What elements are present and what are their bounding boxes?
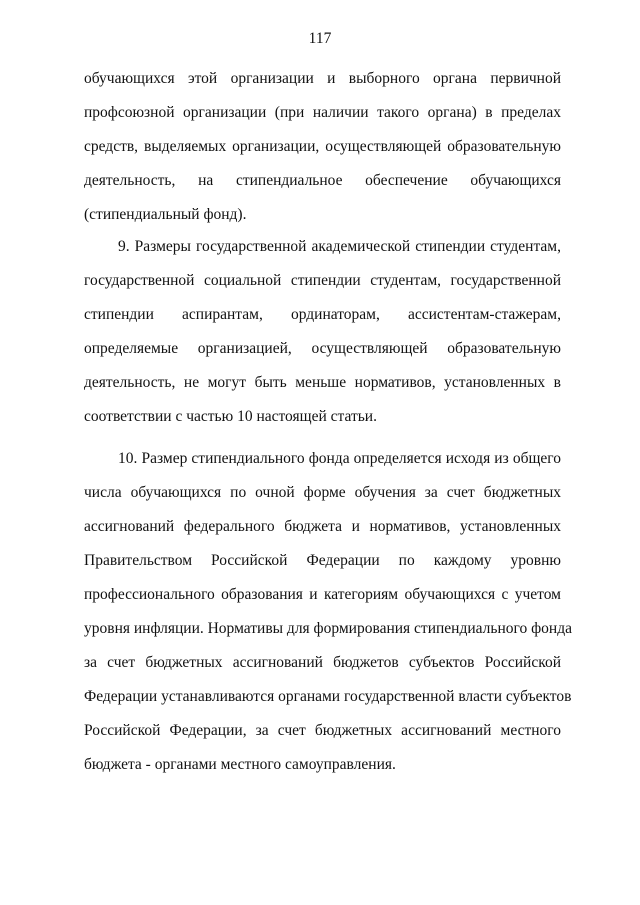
text-line: стипендии аспирантам, ординаторам, ассистентам-стажерам, — [84, 306, 561, 323]
text-line: 10. Размер стипендиального фонда определяется исходя из общего — [118, 450, 561, 467]
paragraph-continuation — [84, 62, 561, 232]
text-line: Правительством Российской Федерации по каждому уровню — [84, 552, 561, 569]
text-line: определяемые организацией, осуществляющей образовательную — [84, 340, 561, 357]
page-number: 117 — [308, 30, 332, 47]
text-line: средств, выделяемых организации, осуществляющей образовательную — [84, 138, 561, 155]
text-line: числа обучающихся по очной форме обучения за счет бюджетных — [84, 484, 561, 501]
text-line: 9. Размеры государственной академической стипендии студентам, — [118, 238, 561, 255]
text-line: за счет бюджетных ассигнований бюджетов субъектов Российской — [84, 654, 561, 671]
text-line: деятельность, не могут быть меньше нормативов, установленных в — [84, 374, 561, 391]
text-line: уровня инфляции. Нормативы для формирования стипендиального фонда — [84, 620, 572, 637]
text-line: профсоюзной организации (при наличии такого органа) в пределах — [84, 104, 561, 121]
text-line: государственной социальной стипендии студентам, государственной — [84, 272, 561, 289]
text-line: профессионального образования и категориям обучающихся с учетом — [84, 586, 561, 603]
text-line: (стипендиальный фонд). — [84, 206, 247, 223]
text-line: деятельность, на стипендиальное обеспечение обучающихся — [84, 172, 561, 189]
text-line: ассигнований федерального бюджета и нормативов, установленных — [84, 518, 561, 535]
text-line: соответствии с частью 10 настоящей статьи. — [84, 408, 377, 425]
text-line: Федерации устанавливаются органами государственной власти субъектов — [84, 688, 572, 705]
paragraph-item-9 — [84, 230, 561, 434]
text-line: обучающихся этой организации и выборного органа первичной — [84, 70, 561, 87]
text-line: бюджета - органами местного самоуправления. — [84, 756, 396, 773]
paragraph-item-10 — [84, 442, 572, 782]
text-line: Российской Федерации, за счет бюджетных ассигнований местного — [84, 722, 561, 739]
